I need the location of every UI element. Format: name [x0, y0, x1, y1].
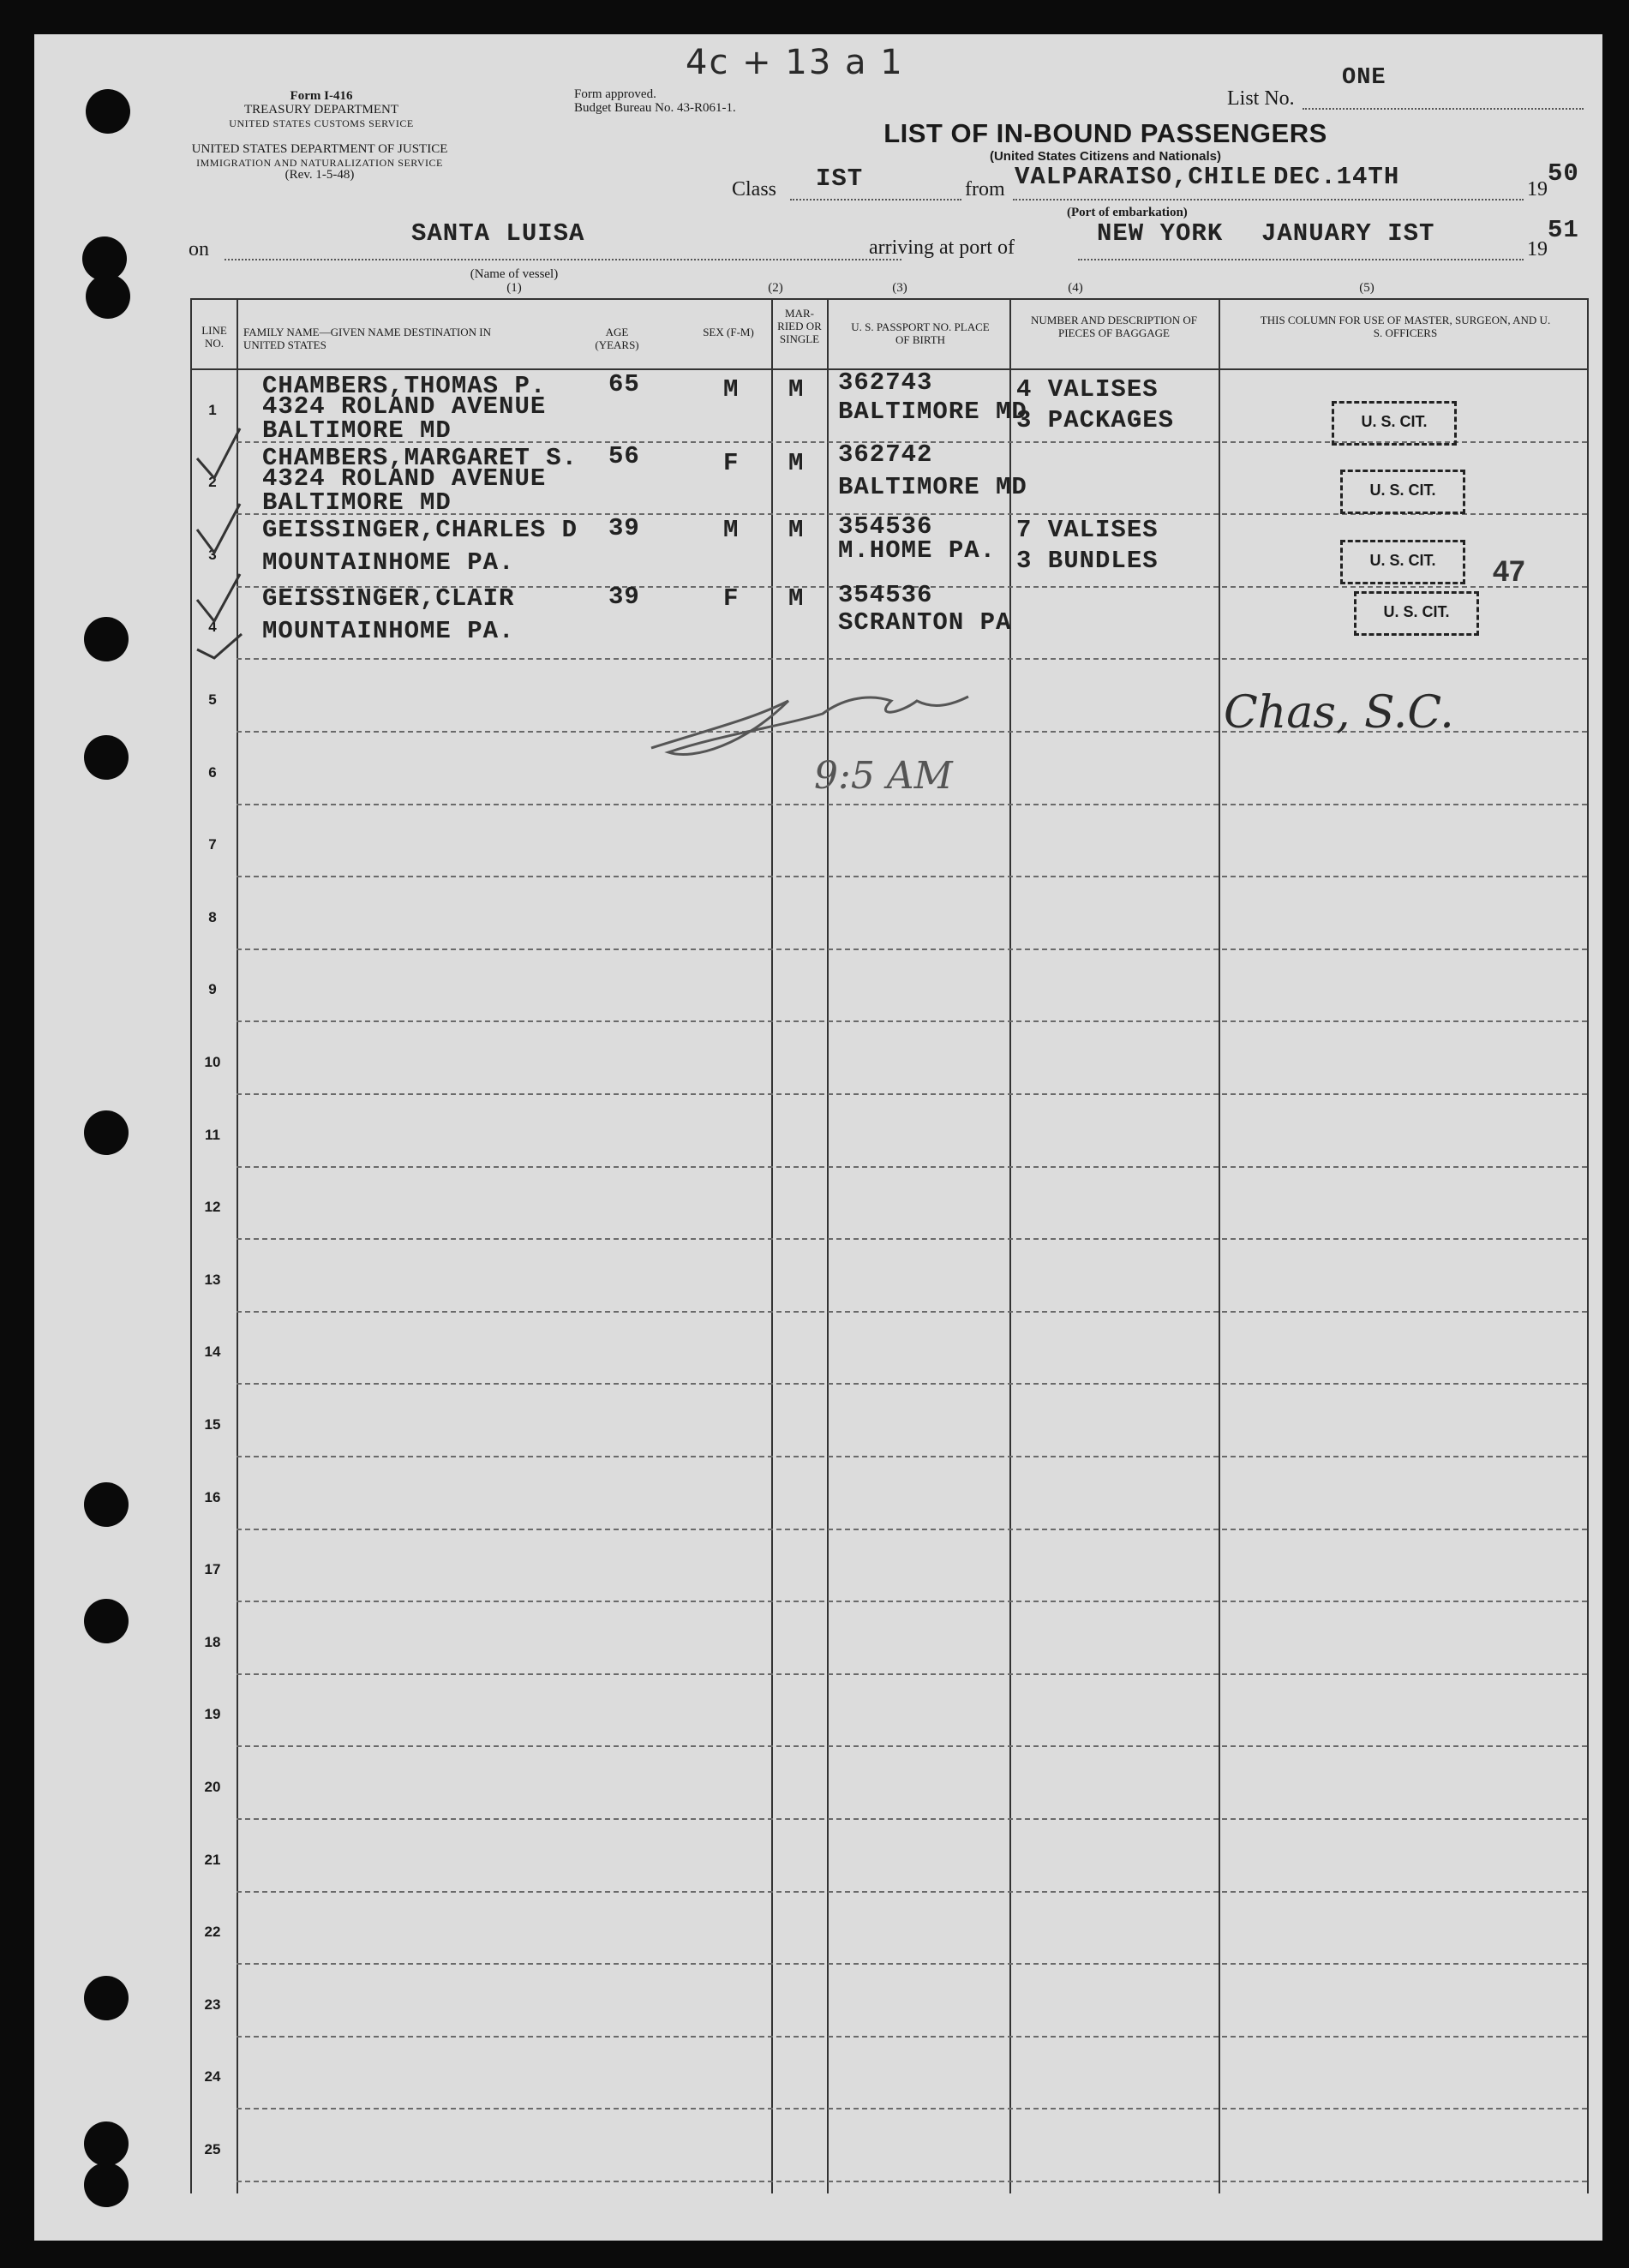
line-number: 4: [208, 619, 217, 635]
row-separator: [237, 2181, 1587, 2182]
citizenship-stamp: U. S. CIT.: [1332, 401, 1457, 446]
passenger-city: BALTIMORE MD: [262, 488, 452, 517]
line-number: 12: [204, 1199, 221, 1215]
passenger-birthplace: M.HOME PA.: [838, 536, 997, 565]
line-number: 8: [208, 909, 217, 925]
col-header-sex: SEX (F-M): [703, 326, 754, 338]
vessel-line: [225, 259, 901, 260]
line-number: 23: [204, 1996, 221, 2013]
passenger-passport: 362742: [838, 440, 933, 469]
class-label: Class: [732, 178, 777, 200]
arrival-port: NEW YORK: [1097, 219, 1224, 248]
row-separator: [237, 1456, 1587, 1457]
treasury-dept: TREASURY DEPARTMENT: [243, 103, 399, 117]
form-approved: Form approved.: [574, 87, 656, 101]
row-separator: [237, 1383, 1587, 1385]
line-number: 3: [208, 547, 217, 563]
row-separator: [237, 2036, 1587, 2038]
row-separator: [237, 1311, 1587, 1313]
column-number-4: (4): [1068, 281, 1083, 295]
line-number: 25: [204, 2141, 221, 2157]
punch-hole: [86, 274, 130, 319]
col-header-name: FAMILY NAME—GIVEN NAME DESTINATION IN UNITED STATES: [243, 326, 492, 351]
line-number: 16: [204, 1489, 221, 1505]
from-port: VALPARAISO,CHILE: [1015, 163, 1267, 191]
row-separator: [237, 948, 1587, 950]
line-number: 19: [204, 1706, 221, 1722]
line-number: 9: [208, 981, 217, 997]
from-label: from: [965, 178, 1005, 200]
row-separator: [237, 1166, 1587, 1168]
row-separator: [237, 1891, 1587, 1893]
arrival-date: JANUARY IST: [1261, 219, 1435, 248]
form-revision: (Rev. 1-5-48): [284, 168, 355, 182]
from-line: [1013, 199, 1524, 200]
vessel-caption: (Name of vessel): [470, 267, 559, 281]
line-number: 14: [204, 1343, 221, 1360]
col-divider: [771, 298, 773, 2193]
line-number: 5: [208, 691, 217, 708]
column-number-2: (2): [768, 281, 783, 295]
passenger-address: 4324 ROLAND AVENUE: [262, 392, 547, 421]
on-label: on: [189, 238, 209, 260]
passenger-birthplace: BALTIMORE MD: [838, 398, 1027, 426]
passenger-name: GEISSINGER,CHARLES D: [262, 516, 578, 544]
handwritten-time: 9:5 AM: [814, 754, 953, 798]
baggage-line-2: 3 BUNDLES: [1016, 547, 1159, 575]
row-separator: [237, 1093, 1587, 1095]
punch-hole: [84, 1599, 129, 1643]
col-header-officers: THIS COLUMN FOR USE OF MASTER, SURGEON, AND U. S. OFFICERS: [1260, 314, 1551, 339]
line-number: 7: [208, 836, 217, 853]
row-separator: [237, 1745, 1587, 1747]
col-divider: [827, 298, 829, 2193]
citizenship-stamp: U. S. CIT.: [1354, 591, 1479, 636]
passenger-passport: 354536: [838, 512, 933, 541]
col-divider: [1009, 298, 1011, 2193]
line-number: 11: [205, 1127, 220, 1143]
passenger-marital: M: [788, 449, 805, 477]
manifest-sheet: [34, 34, 1602, 2241]
arrival-line: [1078, 259, 1524, 260]
passenger-sex: M: [723, 516, 740, 544]
row-separator: [237, 804, 1587, 805]
list-no-label: List No.: [1227, 87, 1295, 110]
passenger-age: 56: [608, 442, 640, 470]
justice-dept: UNITED STATES DEPARTMENT OF JUSTICE: [191, 142, 448, 156]
col-header-age: AGE (YEARS): [595, 326, 639, 351]
passenger-marital: M: [788, 375, 805, 404]
arriving-label: arriving at port of: [869, 236, 1015, 259]
passenger-birthplace: SCRANTON PA: [838, 608, 1012, 637]
form-number: Form I-416: [290, 89, 353, 103]
punch-hole: [84, 1482, 129, 1527]
baggage-line-1: 7 VALISES: [1016, 516, 1159, 544]
punch-hole: [84, 735, 129, 780]
row-separator: [237, 1238, 1587, 1240]
row-separator: [237, 1963, 1587, 1965]
line-number: 1: [208, 402, 217, 418]
list-no-line: [1303, 108, 1584, 110]
column-number-5: (5): [1359, 281, 1374, 295]
punch-hole: [84, 1976, 129, 2020]
line-number: 13: [204, 1272, 221, 1288]
col-header-married: MAR- RIED OR SINGLE: [777, 307, 822, 345]
list-no-value: ONE: [1342, 65, 1386, 91]
punch-hole: [84, 617, 129, 661]
line-number: 21: [204, 1852, 221, 1868]
handwritten-reference: 4c + 13 a 1: [686, 43, 904, 82]
passenger-age: 65: [608, 370, 640, 398]
page-subtitle: (United States Citizens and Nationals): [989, 149, 1222, 164]
passenger-marital: M: [788, 584, 805, 613]
col-header-line: LINE NO.: [201, 324, 227, 350]
passenger-address: 4324 ROLAND AVENUE: [262, 464, 547, 493]
year-value-2: 51: [1548, 216, 1579, 244]
col-divider: [1219, 298, 1220, 2193]
passenger-name: GEISSINGER,CLAIR: [262, 584, 515, 613]
passenger-city: BALTIMORE MD: [262, 416, 452, 445]
port-embark-caption: (Port of embarkation): [1067, 206, 1188, 219]
budget-bureau: Budget Bureau No. 43-R061-1.: [574, 101, 736, 115]
line-number: 10: [204, 1054, 221, 1070]
year-prefix-2: 19: [1527, 238, 1548, 260]
passenger-age: 39: [608, 583, 640, 611]
punch-hole: [86, 89, 130, 134]
class-line: [790, 199, 961, 200]
handwritten-port: Chas, S.C.: [1224, 687, 1454, 739]
passenger-name: CHAMBERS,THOMAS P.: [262, 372, 547, 400]
column-number-3: (3): [892, 281, 907, 295]
vessel-column-number: (1): [506, 281, 522, 295]
row-separator: [237, 876, 1587, 877]
citizenship-stamp: U. S. CIT.: [1340, 470, 1465, 514]
check-marks: [189, 377, 249, 660]
passenger-birthplace: BALTIMORE MD: [838, 473, 1027, 501]
row-separator: [237, 1601, 1587, 1602]
punch-hole: [84, 2163, 129, 2207]
class-value: IST: [816, 165, 864, 193]
baggage-line-2: 3 PACKAGES: [1016, 406, 1175, 434]
line-number: 15: [204, 1416, 221, 1433]
from-date: DEC.14TH: [1273, 163, 1400, 191]
baggage-line-1: 4 VALISES: [1016, 375, 1159, 404]
row-separator: [237, 2108, 1587, 2109]
passenger-passport: 362743: [838, 368, 933, 397]
line-number: 6: [208, 764, 217, 781]
row-separator: [237, 1020, 1587, 1022]
table-top-border: [190, 298, 1589, 300]
page-title: LIST OF IN-BOUND PASSENGERS: [883, 118, 1327, 148]
customs-service: UNITED STATES CUSTOMS SERVICE: [229, 117, 414, 129]
line-number: 22: [204, 1924, 221, 1940]
passenger-age: 39: [608, 514, 640, 542]
passenger-marital: M: [788, 516, 805, 544]
vessel-name: SANTA LUISA: [411, 219, 585, 248]
year-prefix-1: 19: [1527, 178, 1548, 200]
line-number: 2: [208, 474, 217, 490]
row-separator: [237, 1529, 1587, 1530]
line-number: 24: [204, 2068, 221, 2085]
passenger-sex: F: [723, 584, 740, 613]
year-value-1: 50: [1548, 159, 1579, 188]
punch-hole: [84, 2121, 129, 2166]
col-header-baggage: NUMBER AND DESCRIPTION OF PIECES OF BAGGAGE: [1031, 314, 1197, 339]
row-separator: [237, 1818, 1587, 1820]
col-header-passport: U. S. PASSPORT NO. PLACE OF BIRTH: [851, 320, 990, 346]
row-separator: [237, 658, 1587, 660]
passenger-sex: F: [723, 449, 740, 477]
line-number: 17: [204, 1561, 221, 1577]
passenger-address: MOUNTAINHOME PA.: [262, 617, 515, 645]
margin-count: 47: [1493, 555, 1525, 588]
ins-service: IMMIGRATION AND NATURALIZATION SERVICE: [196, 157, 443, 169]
passenger-passport: 354536: [838, 581, 933, 609]
passenger-address: MOUNTAINHOME PA.: [262, 548, 515, 577]
table-right-border: [1587, 298, 1589, 2193]
row-separator: [237, 1673, 1587, 1675]
passenger-sex: M: [723, 375, 740, 404]
passenger-name: CHAMBERS,MARGARET S.: [262, 444, 578, 472]
line-number: 20: [204, 1779, 221, 1795]
line-number: 18: [204, 1634, 221, 1650]
citizenship-stamp: U. S. CIT.: [1340, 540, 1465, 584]
punch-hole: [84, 1110, 129, 1155]
